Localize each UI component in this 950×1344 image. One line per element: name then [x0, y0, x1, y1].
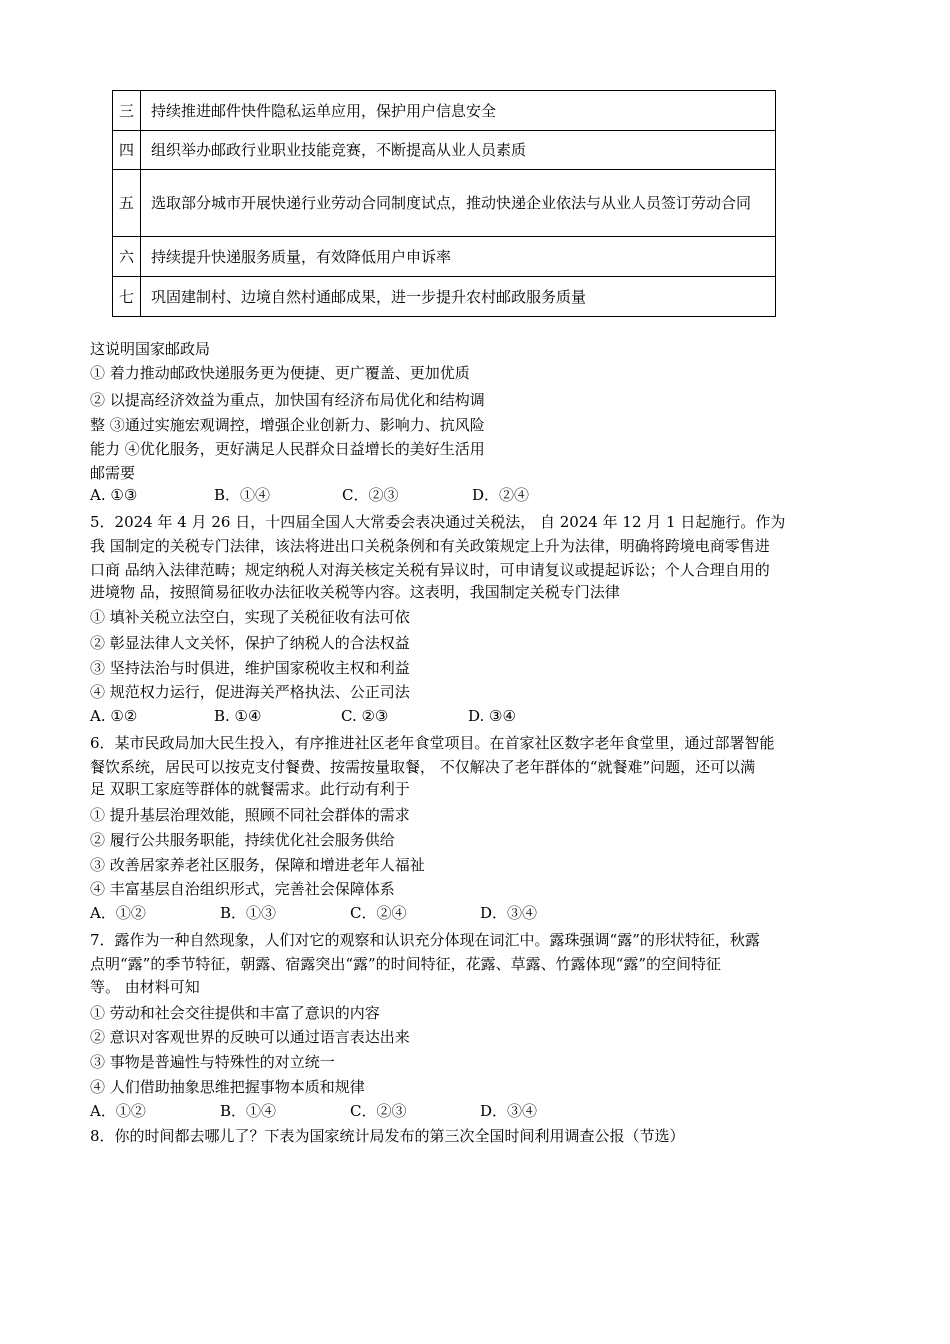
q7-stem: 等。 由材料可知 [90, 978, 200, 996]
q7-choice: ③ 事物是普遍性与特殊性的对立统一 [90, 1053, 335, 1071]
row-number: 四 [113, 131, 141, 170]
option-d: D. ③④ [468, 707, 516, 725]
q4-choice: 整 ③通过实施宏观调控，增强企业创新力、影响力、抗风险 [90, 416, 485, 434]
q6-stem: 餐饮系统，居民可以按克支付餐费、按需按量取餐， 不仅解决了老年群体的“就餐难”问题，还可以满 [90, 758, 756, 776]
q4-stem: 这说明国家邮政局 [90, 340, 211, 358]
q4-choice: ① 着力推动邮政快递服务更为便捷、更广覆盖、更加优质 [90, 364, 470, 382]
option-d: D．③④ [480, 904, 538, 922]
q7-options [90, 1100, 537, 1122]
row-number: 六 [113, 237, 141, 277]
q5-options [90, 705, 516, 727]
q6-stem: 足 双职工家庭等群体的就餐需求。此行动有利于 [90, 780, 410, 798]
q5-stem: 5．2024 年 4 月 26 日，十四届全国人大常委会表决通过关税法， 自 2024 年 12 月 1 日起施行。作为 [90, 513, 786, 531]
q4-options [90, 484, 529, 506]
q6-choice: ② 履行公共服务职能，持续优化社会服务供给 [90, 831, 395, 849]
table-row [113, 170, 776, 237]
row-number: 七 [113, 277, 141, 317]
q5-choice: ④ 规范权力运行，促进海关严格执法、公正司法 [90, 683, 410, 701]
q6-options [90, 902, 537, 924]
row-text: 巩固建制村、边境自然村通邮成果，进一步提升农村邮政服务质量 [141, 277, 776, 317]
option-a: A．①② [90, 1102, 146, 1120]
option-a: A．①② [90, 904, 146, 922]
q4-choice: ② 以提高经济效益为重点，加快国有经济布局优化和结构调 [90, 391, 485, 409]
option-d: D．②④ [472, 486, 530, 504]
q6-choice: ③ 改善居家养老社区服务，保障和增进老年人福祉 [90, 856, 425, 874]
q5-choice: ② 彰显法律人文关怀，保护了纳税人的合法权益 [90, 634, 410, 652]
q7-stem: 7．露作为一种自然现象，人们对它的观察和认识充分体现在词汇中。露珠强调“露”的形状特征，秋露 [90, 931, 760, 949]
q4-choice: 邮需要 [90, 464, 136, 482]
table-row [113, 277, 776, 317]
table-row [113, 131, 776, 170]
option-c: C．②④ [350, 904, 407, 922]
q7-choice: ④ 人们借助抽象思维把握事物本质和规律 [90, 1078, 365, 1096]
option-c: C. ②③ [341, 707, 389, 725]
option-b: B．①④ [220, 1102, 277, 1120]
option-b: B．①③ [220, 904, 277, 922]
q5-choice: ① 填补关税立法空白，实现了关税征收有法可依 [90, 608, 410, 626]
q5-stem: 口商 品纳入法律范畴；规定纳税人对海关核定关税有异议时，可申请复议或提起诉讼；个人合理自用的 [90, 561, 770, 579]
q7-stem: 点明“露”的季节特征，朝露、宿露突出“露”的时间特征，花露、草露、竹露体现“露”的空间特征 [90, 955, 722, 973]
q6-stem: 6．某市民政局加大民生投入，有序推进社区老年食堂项目。在首家社区数字老年食堂里，通过部署智能 [90, 734, 775, 752]
q5-stem: 我 国制定的关税专门法律，该法将进出口关税条例和有关政策规定上升为法律，明确将跨境电商零售进 [90, 537, 770, 555]
option-c: C．②③ [350, 1102, 407, 1120]
row-text: 持续推进邮件快件隐私运单应用，保护用户信息安全 [141, 91, 776, 131]
option-b: B．①④ [214, 486, 271, 504]
option-a: A. ①② [90, 707, 138, 725]
row-text: 选取部分城市开展快递行业劳动合同制度试点，推动快递企业依法与从业人员签订劳动合同 [141, 170, 776, 237]
q7-choice: ① 劳动和社会交往提供和丰富了意识的内容 [90, 1004, 380, 1022]
row-text: 组织举办邮政行业职业技能竞赛，不断提高从业人员素质 [141, 131, 776, 170]
measures-table [112, 90, 776, 317]
row-text: 持续提升快递服务质量，有效降低用户申诉率 [141, 237, 776, 277]
q4-choice: 能力 ④优化服务，更好满足人民群众日益增长的美好生活用 [90, 440, 485, 458]
row-number: 五 [113, 170, 141, 237]
q7-choice: ② 意识对客观世界的反映可以通过语言表达出来 [90, 1028, 410, 1046]
table-row [113, 91, 776, 131]
option-c: C．②③ [342, 486, 399, 504]
q5-stem: 进境物 品，按照简易征收办法征收关税等内容。这表明，我国制定关税专门法律 [90, 583, 620, 601]
q8-stem: 8．你的时间都去哪儿了？下表为国家统计局发布的第三次全国时间利用调查公报（节选） [90, 1127, 685, 1145]
q5-choice: ③ 坚持法治与时俱进，维护国家税收主权和利益 [90, 659, 410, 677]
option-b: B. ①④ [214, 707, 262, 725]
option-d: D．③④ [480, 1102, 538, 1120]
table-row [113, 237, 776, 277]
q6-choice: ④ 丰富基层自治组织形式，完善社会保障体系 [90, 880, 395, 898]
option-a: A. ①③ [90, 486, 138, 504]
q6-choice: ① 提升基层治理效能，照顾不同社会群体的需求 [90, 806, 410, 824]
row-number: 三 [113, 91, 141, 131]
